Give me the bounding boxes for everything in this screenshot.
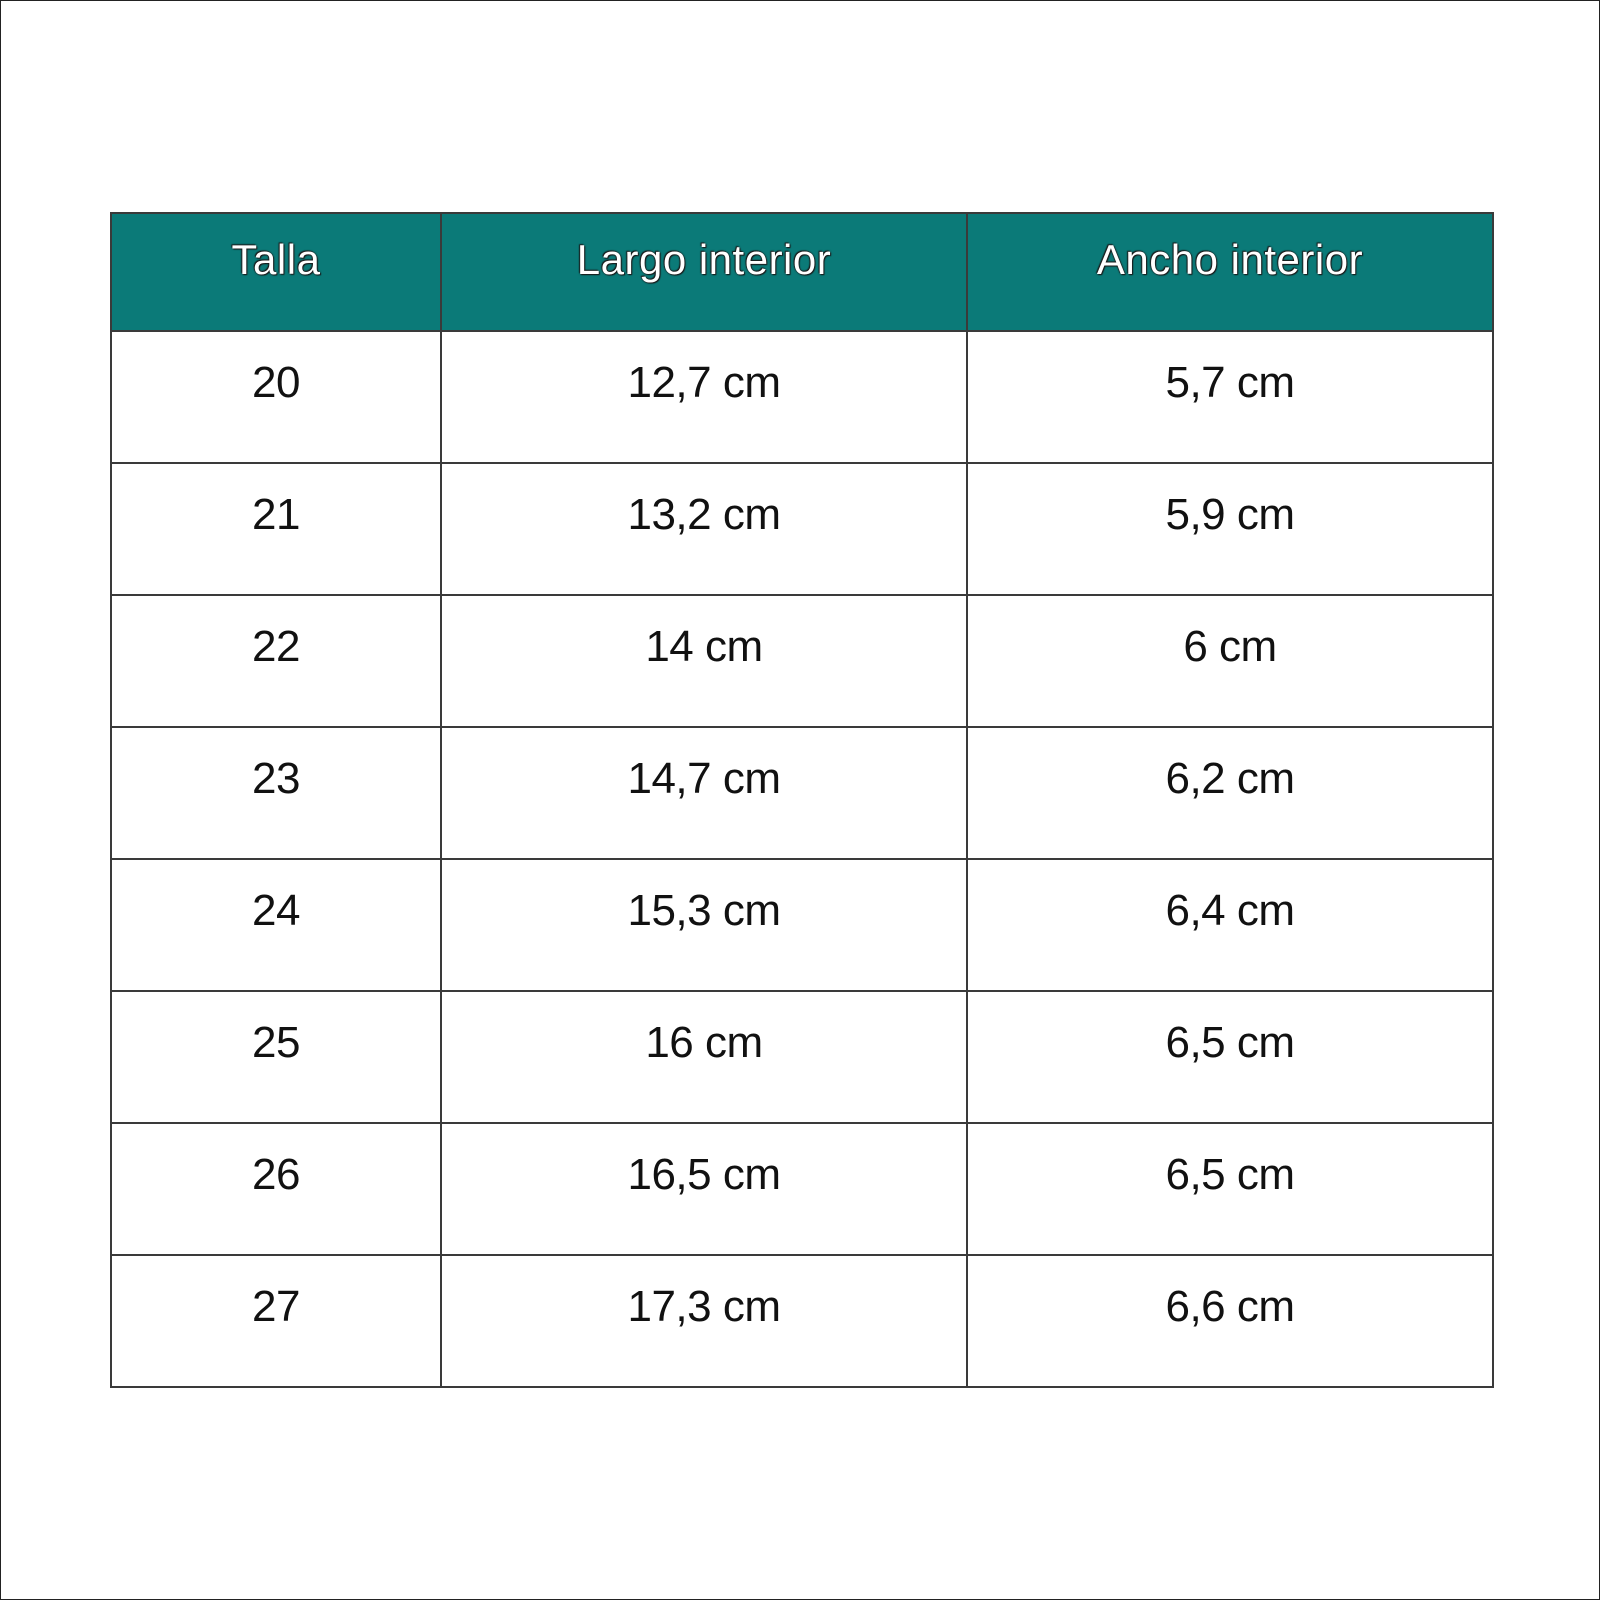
table-row <box>111 595 1493 727</box>
cell-largo: 16,5 cm <box>441 1123 967 1255</box>
table-row <box>111 1123 1493 1255</box>
table-header <box>111 213 1493 331</box>
cell-largo: 12,7 cm <box>441 331 967 463</box>
cell-ancho: 6,6 cm <box>967 1255 1493 1387</box>
cell-largo: 14 cm <box>441 595 967 727</box>
header-row <box>111 213 1493 331</box>
size-chart-table <box>110 212 1494 1388</box>
table-body <box>111 331 1493 1387</box>
cell-ancho: 6,5 cm <box>967 991 1493 1123</box>
cell-largo: 13,2 cm <box>441 463 967 595</box>
cell-talla: 22 <box>111 595 441 727</box>
header-largo-interior: Largo interior <box>441 213 967 331</box>
cell-talla: 21 <box>111 463 441 595</box>
cell-largo: 17,3 cm <box>441 1255 967 1387</box>
cell-largo: 15,3 cm <box>441 859 967 991</box>
cell-talla: 20 <box>111 331 441 463</box>
table-row <box>111 991 1493 1123</box>
table-row <box>111 1255 1493 1387</box>
cell-largo: 16 cm <box>441 991 967 1123</box>
cell-ancho: 6,4 cm <box>967 859 1493 991</box>
table-row <box>111 859 1493 991</box>
cell-talla: 25 <box>111 991 441 1123</box>
header-talla: Talla <box>111 213 441 331</box>
table-row <box>111 331 1493 463</box>
cell-largo: 14,7 cm <box>441 727 967 859</box>
cell-talla: 27 <box>111 1255 441 1387</box>
cell-ancho: 5,9 cm <box>967 463 1493 595</box>
table-row <box>111 727 1493 859</box>
cell-talla: 24 <box>111 859 441 991</box>
cell-talla: 23 <box>111 727 441 859</box>
cell-ancho: 6,2 cm <box>967 727 1493 859</box>
cell-ancho: 6 cm <box>967 595 1493 727</box>
cell-talla: 26 <box>111 1123 441 1255</box>
cell-ancho: 5,7 cm <box>967 331 1493 463</box>
header-ancho-interior: Ancho interior <box>967 213 1493 331</box>
table-row <box>111 463 1493 595</box>
cell-ancho: 6,5 cm <box>967 1123 1493 1255</box>
